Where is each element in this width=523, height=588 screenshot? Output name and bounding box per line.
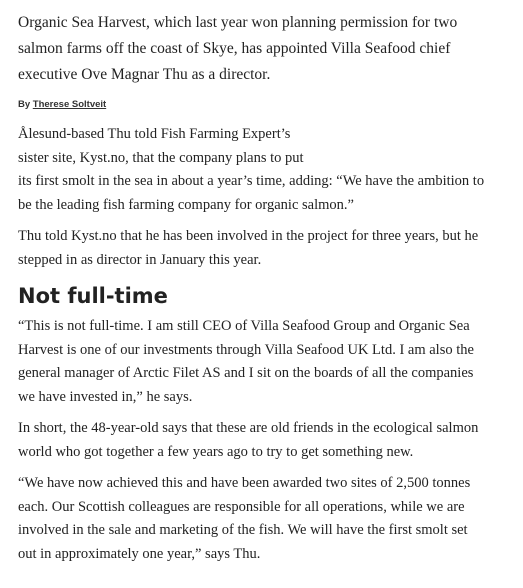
paragraph-line: its first smolt in the sea in about a year’s time, adding: “We have the ambition to (18, 173, 485, 189)
paragraph (18, 315, 514, 409)
paragraph-line: we have invested in,” he says. (18, 388, 193, 405)
article-body (18, 10, 514, 566)
paragraph-line: Thu told Kyst.no that he has been involved in the project for three years, but he (18, 228, 479, 244)
byline-prefix: By (18, 99, 31, 110)
paragraph-line: In short, the 48-year-old says that these are old friends in the ecological salmon (18, 420, 479, 436)
article-lead (18, 10, 514, 88)
paragraph-line: general manager of Arctic Filet AS and I sit on the boards of all the companies (18, 365, 474, 381)
byline (18, 98, 514, 112)
paragraph-line: “We have now achieved this and have been awarded two sites of 2,500 tonnes (18, 475, 471, 491)
paragraph (18, 417, 514, 464)
paragraph (18, 225, 514, 272)
paragraph-line: sister site, Kyst.no, that the company plans to put (18, 149, 304, 166)
paragraph-line: be the leading fish farming company for organic salmon.” (18, 196, 354, 213)
paragraph-line: world who got together a few years ago to try to get something new. (18, 443, 414, 460)
lead-line: Organic Sea Harvest, which last year won planning permission for two (18, 14, 458, 31)
paragraph-line: Harvest is one of our investments through Villa Seafood UK Ltd. I am also the (18, 341, 474, 358)
paragraph-line: stepped in as director in January this year. (18, 251, 262, 268)
lead-line: salmon farms off the coast of Skye, has appointed Villa Seafood chief (18, 40, 451, 57)
paragraph-line: involved in the sale and marketing of the fish. We will have the first smolt set (18, 522, 468, 538)
lead-line: executive Ove Magnar Thu as a director. (18, 66, 271, 83)
paragraph (18, 472, 514, 566)
paragraph-line: out in approximately one year,” says Thu. (18, 545, 261, 562)
paragraph-line: each. Our Scottish colleagues are responsible for all operations, while we are (18, 498, 465, 515)
paragraph-line: Ålesund-based Thu told Fish Farming Expert’s (18, 126, 291, 142)
author-link[interactable]: Therese Soltveit (32, 99, 107, 110)
paragraph (18, 123, 514, 217)
section-heading: Not full-time (18, 284, 168, 308)
paragraph-line: “This is not full-time. I am still CEO of Villa Seafood Group and Organic Sea (18, 318, 470, 334)
